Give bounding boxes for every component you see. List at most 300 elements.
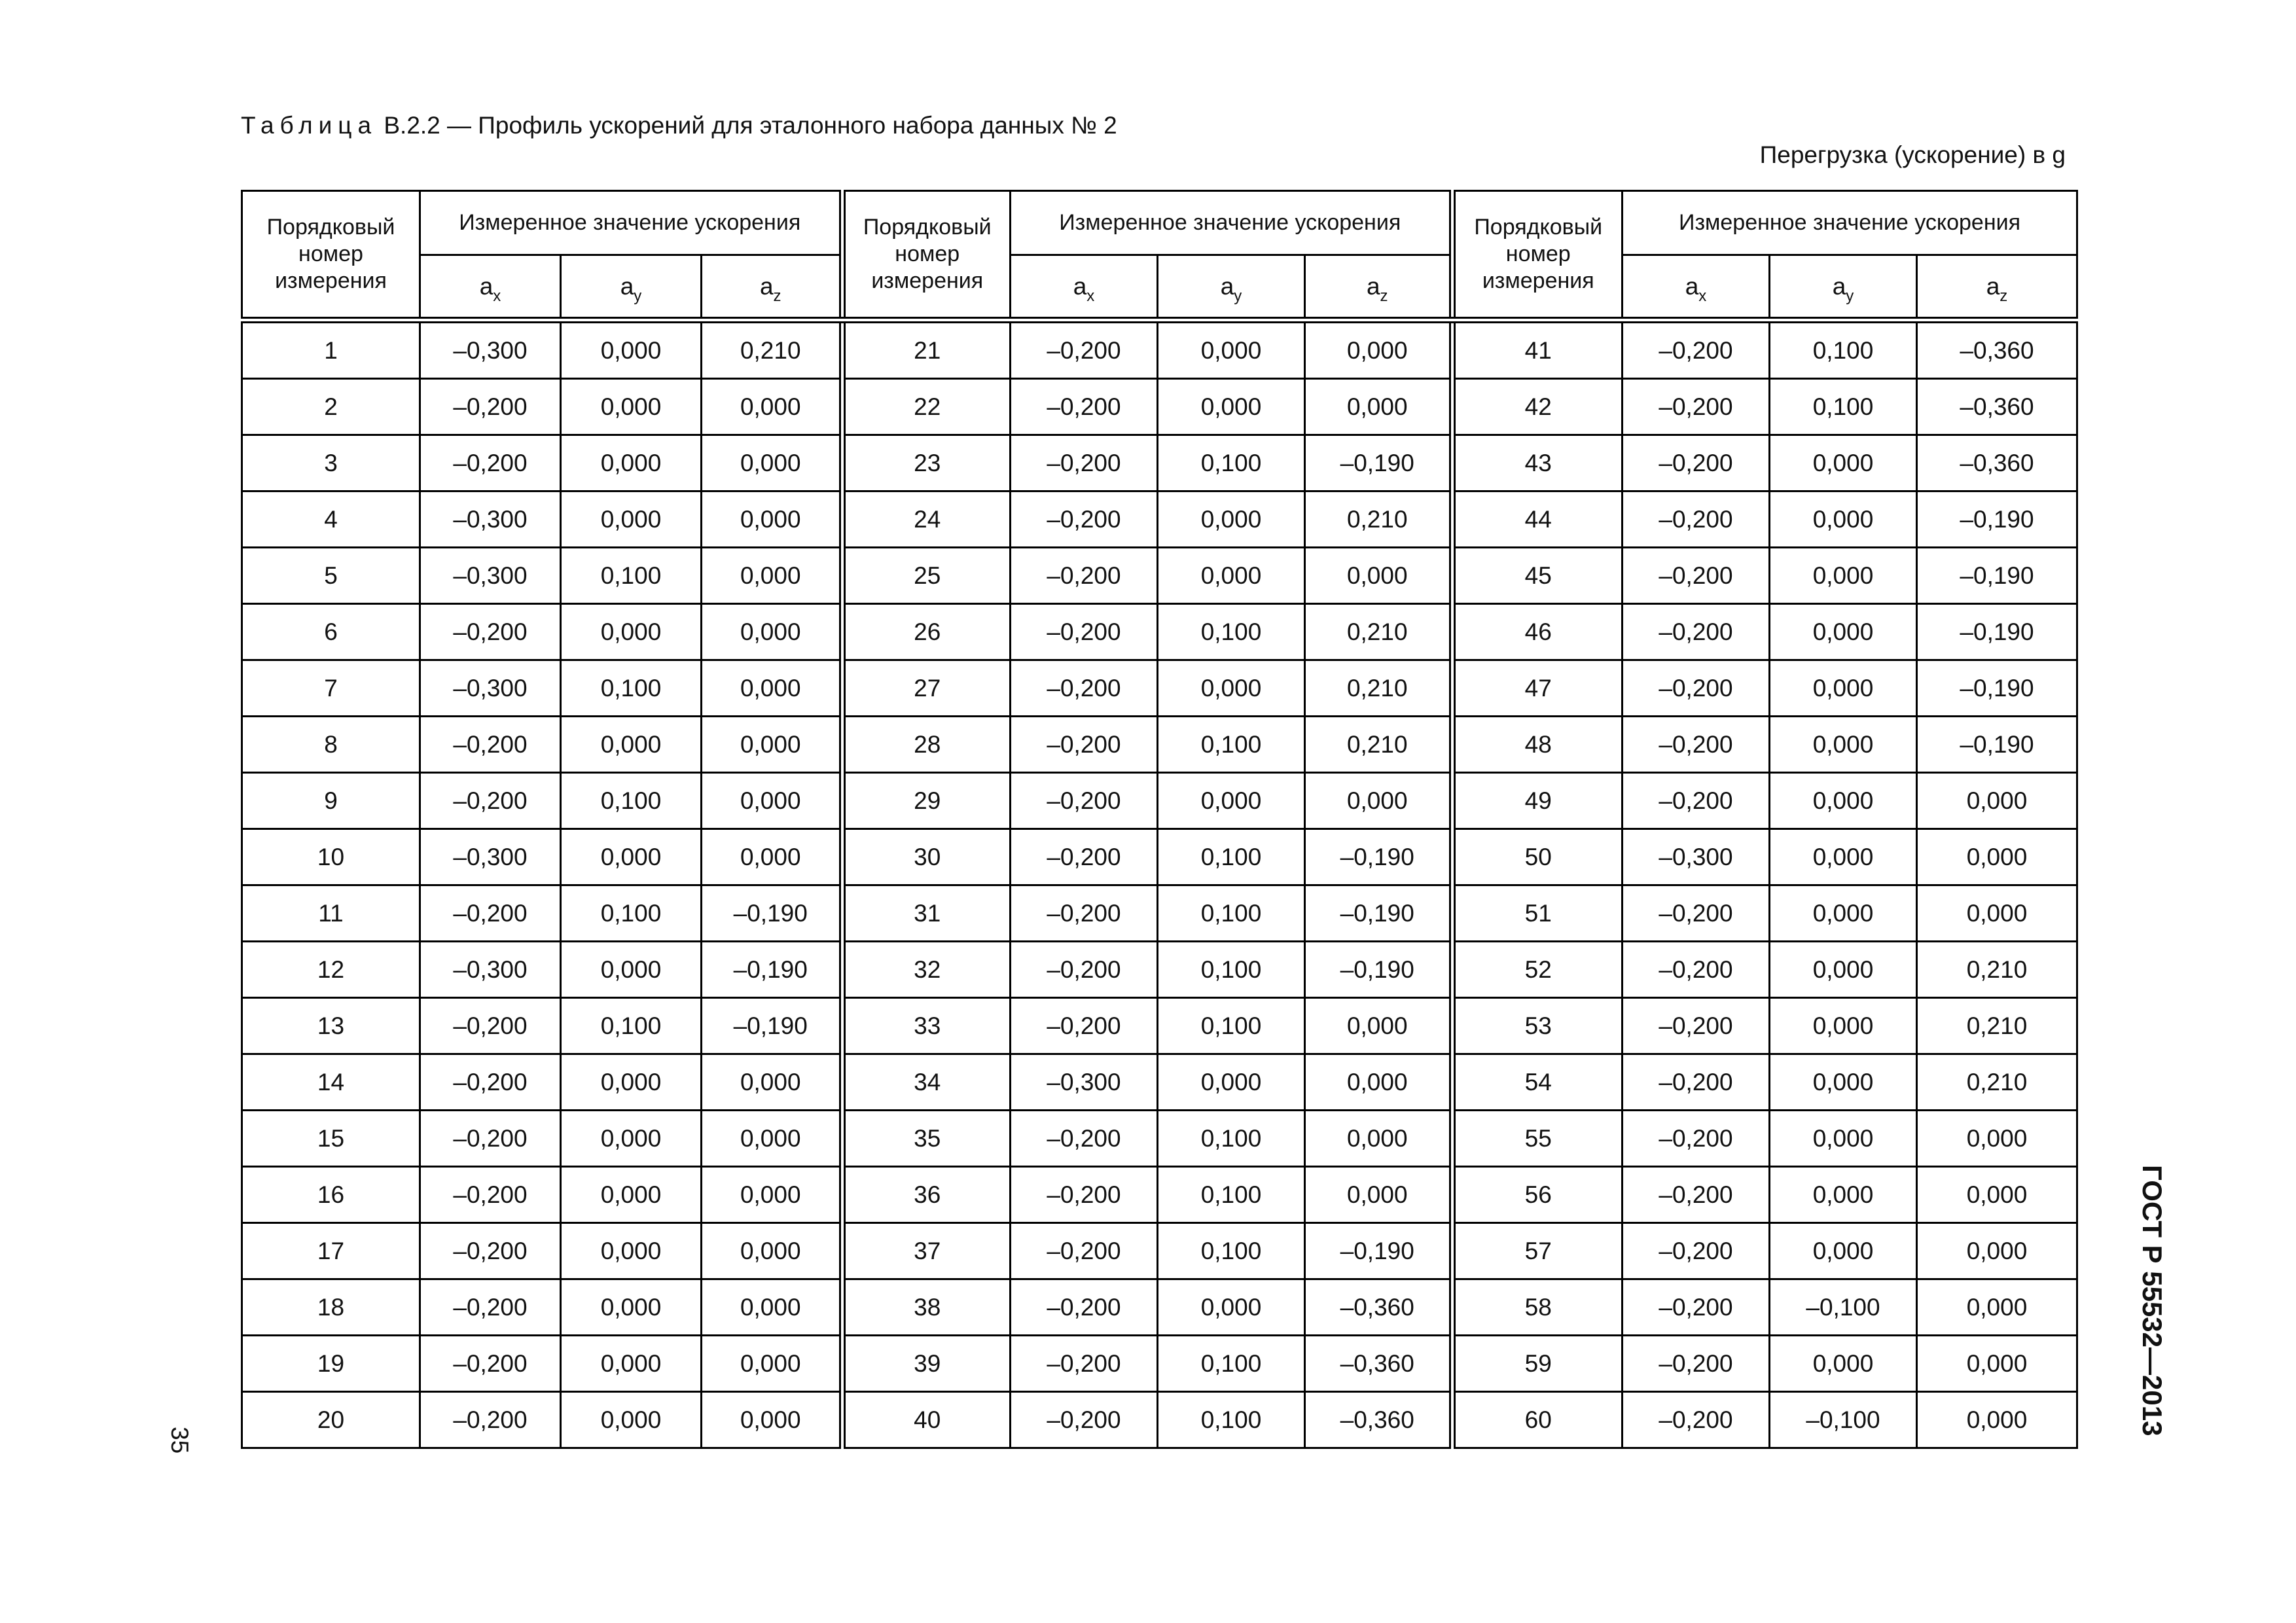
cell-value: 0,000 — [702, 773, 842, 829]
axis-letter: a — [1685, 272, 1699, 300]
axis-subscript: z — [2000, 287, 2008, 305]
table-row — [242, 435, 2077, 491]
cell-value: 0,000 — [1770, 1336, 1917, 1392]
table-row — [242, 660, 2077, 717]
table-row — [242, 604, 2077, 660]
table-caption — [241, 111, 1117, 140]
cell-number: 3 — [242, 435, 420, 491]
axis-letter: a — [620, 272, 634, 300]
cell-number: 60 — [1452, 1392, 1623, 1448]
cell-value: –0,200 — [420, 435, 561, 491]
cell-value: 0,000 — [1770, 998, 1917, 1054]
cell-value: –0,200 — [420, 1054, 561, 1111]
header-axis-ax — [420, 255, 561, 321]
cell-value: –0,100 — [1770, 1392, 1917, 1448]
cell-value: 0,000 — [1770, 491, 1917, 548]
cell-value: 0,100 — [1158, 885, 1305, 942]
cell-number: 1 — [242, 320, 420, 379]
cell-number: 49 — [1452, 773, 1623, 829]
cell-number: 11 — [242, 885, 420, 942]
cell-value: 0,100 — [561, 773, 702, 829]
cell-number: 57 — [1452, 1223, 1623, 1279]
table-row — [242, 773, 2077, 829]
cell-value: –0,300 — [420, 829, 561, 885]
cell-number: 40 — [842, 1392, 1011, 1448]
cell-value: –0,200 — [1011, 1111, 1158, 1167]
cell-value: 0,000 — [1770, 660, 1917, 717]
header-measured-1: Измеренное значение ускорения — [420, 191, 842, 255]
cell-value: –0,200 — [1011, 660, 1158, 717]
cell-number: 12 — [242, 942, 420, 998]
cell-value: 0,210 — [1305, 604, 1452, 660]
cell-value: –0,200 — [1011, 829, 1158, 885]
cell-value: –0,200 — [1623, 717, 1770, 773]
table-row — [242, 1279, 2077, 1336]
cell-value: –0,200 — [420, 1392, 561, 1448]
cell-value: –0,100 — [1770, 1279, 1917, 1336]
cell-value: –0,190 — [702, 998, 842, 1054]
cell-value: –0,200 — [420, 1111, 561, 1167]
table-row — [242, 491, 2077, 548]
cell-number: 46 — [1452, 604, 1623, 660]
axis-letter: a — [1366, 272, 1380, 300]
cell-value: –0,200 — [1011, 773, 1158, 829]
header-axis-ay — [1158, 255, 1305, 321]
cell-value: 0,000 — [702, 435, 842, 491]
axis-letter: a — [1220, 272, 1234, 300]
cell-number: 15 — [242, 1111, 420, 1167]
cell-value: –0,190 — [702, 942, 842, 998]
cell-value: 0,000 — [1917, 885, 2077, 942]
table-row — [242, 379, 2077, 435]
cell-number: 56 — [1452, 1167, 1623, 1223]
cell-value: 0,000 — [561, 435, 702, 491]
cell-value: –0,200 — [1011, 885, 1158, 942]
standard-designation: ГОСТ Р 55532—2013 — [2137, 1165, 2168, 1436]
cell-value: 0,100 — [1158, 829, 1305, 885]
cell-value: 0,100 — [1158, 1167, 1305, 1223]
table-row — [242, 1054, 2077, 1111]
cell-number: 29 — [842, 773, 1011, 829]
cell-number: 7 — [242, 660, 420, 717]
header-axis-ay — [561, 255, 702, 321]
cell-number: 43 — [1452, 435, 1623, 491]
cell-value: –0,190 — [1917, 717, 2077, 773]
cell-value: –0,200 — [420, 998, 561, 1054]
cell-value: –0,200 — [420, 379, 561, 435]
cell-value: 0,000 — [561, 1223, 702, 1279]
cell-value: 0,000 — [561, 717, 702, 773]
cell-value: 0,100 — [561, 660, 702, 717]
cell-value: –0,200 — [1011, 1336, 1158, 1392]
cell-value: 0,000 — [561, 1392, 702, 1448]
cell-value: 0,000 — [1770, 435, 1917, 491]
cell-value: –0,200 — [1011, 604, 1158, 660]
cell-value: 0,100 — [1770, 320, 1917, 379]
cell-value: 0,000 — [1770, 829, 1917, 885]
cell-number: 35 — [842, 1111, 1011, 1167]
cell-number: 27 — [842, 660, 1011, 717]
cell-value: –0,200 — [1623, 1111, 1770, 1167]
cell-value: –0,300 — [420, 548, 561, 604]
cell-value: –0,300 — [420, 320, 561, 379]
cell-value: –0,200 — [420, 1336, 561, 1392]
cell-value: 0,000 — [1305, 1167, 1452, 1223]
cell-value: –0,200 — [1011, 1279, 1158, 1336]
cell-value: 0,000 — [1158, 1054, 1305, 1111]
cell-value: –0,200 — [1623, 1054, 1770, 1111]
axis-subscript: x — [1086, 287, 1095, 305]
cell-value: 0,000 — [1917, 1223, 2077, 1279]
cell-value: 0,000 — [1305, 1054, 1452, 1111]
cell-value: 0,000 — [1770, 942, 1917, 998]
table-row — [242, 998, 2077, 1054]
cell-value: 0,000 — [561, 491, 702, 548]
cell-value: –0,190 — [1305, 1223, 1452, 1279]
cell-value: –0,200 — [1011, 942, 1158, 998]
cell-number: 31 — [842, 885, 1011, 942]
table-row — [242, 829, 2077, 885]
cell-value: –0,190 — [702, 885, 842, 942]
header-number-1: Порядковый номер измерения — [242, 191, 420, 321]
cell-value: 0,000 — [1158, 491, 1305, 548]
cell-number: 42 — [1452, 379, 1623, 435]
cell-number: 5 — [242, 548, 420, 604]
cell-number: 23 — [842, 435, 1011, 491]
cell-number: 14 — [242, 1054, 420, 1111]
cell-value: –0,200 — [1011, 491, 1158, 548]
cell-value: 0,000 — [702, 660, 842, 717]
cell-value: 0,100 — [1158, 604, 1305, 660]
cell-value: 0,000 — [561, 1111, 702, 1167]
cell-value: 0,100 — [561, 548, 702, 604]
cell-value: –0,200 — [1623, 773, 1770, 829]
header-axis-az — [1917, 255, 2077, 321]
page-number: 35 — [166, 1427, 193, 1454]
cell-value: 0,000 — [1305, 548, 1452, 604]
cell-number: 20 — [242, 1392, 420, 1448]
cell-value: 0,000 — [1770, 1111, 1917, 1167]
axis-letter: a — [1986, 272, 2000, 300]
cell-value: 0,000 — [561, 1167, 702, 1223]
cell-number: 22 — [842, 379, 1011, 435]
cell-value: –0,200 — [1011, 379, 1158, 435]
cell-value: 0,000 — [1917, 1111, 2077, 1167]
cell-value: –0,200 — [1623, 1392, 1770, 1448]
cell-value: 0,100 — [1158, 717, 1305, 773]
cell-number: 19 — [242, 1336, 420, 1392]
cell-value: 0,000 — [1917, 829, 2077, 885]
axis-subscript: y — [1846, 287, 1854, 305]
cell-value: 0,100 — [561, 885, 702, 942]
cell-value: 0,100 — [1770, 379, 1917, 435]
cell-value: –0,200 — [420, 1167, 561, 1223]
cell-value: 0,000 — [561, 942, 702, 998]
cell-number: 13 — [242, 998, 420, 1054]
table-row — [242, 1111, 2077, 1167]
header-axis-ay — [1770, 255, 1917, 321]
cell-value: 0,000 — [1158, 320, 1305, 379]
cell-value: –0,360 — [1305, 1392, 1452, 1448]
cell-value: –0,200 — [1011, 1167, 1158, 1223]
cell-value: –0,190 — [1305, 885, 1452, 942]
cell-value: –0,200 — [1623, 604, 1770, 660]
cell-number: 28 — [842, 717, 1011, 773]
caption-prefix: Таблица — [241, 112, 378, 139]
cell-value: 0,210 — [1305, 660, 1452, 717]
cell-value: –0,360 — [1305, 1336, 1452, 1392]
cell-value: 0,000 — [1158, 548, 1305, 604]
cell-number: 30 — [842, 829, 1011, 885]
cell-value: –0,200 — [1011, 998, 1158, 1054]
cell-number: 8 — [242, 717, 420, 773]
cell-value: –0,300 — [1011, 1054, 1158, 1111]
cell-number: 26 — [842, 604, 1011, 660]
cell-value: –0,190 — [1305, 829, 1452, 885]
table-row — [242, 320, 2077, 379]
cell-value: –0,200 — [1623, 435, 1770, 491]
cell-value: 0,000 — [702, 829, 842, 885]
cell-value: –0,200 — [1623, 660, 1770, 717]
cell-value: 0,000 — [1770, 1223, 1917, 1279]
cell-value: 0,100 — [1158, 1392, 1305, 1448]
cell-number: 38 — [842, 1279, 1011, 1336]
cell-number: 21 — [842, 320, 1011, 379]
cell-value: 0,100 — [1158, 1111, 1305, 1167]
table-row — [242, 1223, 2077, 1279]
cell-value: –0,360 — [1917, 379, 2077, 435]
cell-value: –0,200 — [1623, 998, 1770, 1054]
cell-value: 0,000 — [702, 491, 842, 548]
cell-number: 41 — [1452, 320, 1623, 379]
cell-number: 54 — [1452, 1054, 1623, 1111]
cell-number: 37 — [842, 1223, 1011, 1279]
cell-number: 47 — [1452, 660, 1623, 717]
axis-subscript: y — [1234, 287, 1242, 305]
cell-value: 0,000 — [561, 829, 702, 885]
cell-value: 0,000 — [1917, 1336, 2077, 1392]
cell-value: 0,000 — [1305, 998, 1452, 1054]
cell-value: 0,000 — [1770, 773, 1917, 829]
cell-value: 0,100 — [561, 998, 702, 1054]
cell-value: –0,200 — [1623, 491, 1770, 548]
cell-number: 18 — [242, 1279, 420, 1336]
cell-value: –0,200 — [1623, 1336, 1770, 1392]
header-measured-2: Измеренное значение ускорения — [1011, 191, 1452, 255]
cell-value: 0,000 — [1917, 1167, 2077, 1223]
cell-value: 0,000 — [1770, 885, 1917, 942]
cell-value: 0,000 — [1158, 379, 1305, 435]
cell-number: 32 — [842, 942, 1011, 998]
cell-number: 45 — [1452, 548, 1623, 604]
cell-value: –0,190 — [1917, 604, 2077, 660]
cell-value: –0,200 — [1623, 379, 1770, 435]
cell-value: 0,210 — [1305, 491, 1452, 548]
acceleration-table — [241, 190, 2078, 1449]
cell-value: –0,300 — [420, 942, 561, 998]
cell-number: 58 — [1452, 1279, 1623, 1336]
cell-value: –0,200 — [1011, 1392, 1158, 1448]
cell-value: 0,000 — [1770, 1167, 1917, 1223]
table-row — [242, 1336, 2077, 1392]
header-axis-az — [702, 255, 842, 321]
cell-number: 50 — [1452, 829, 1623, 885]
cell-value: –0,200 — [1011, 320, 1158, 379]
axis-subscript: z — [1380, 287, 1388, 305]
cell-value: –0,190 — [1917, 491, 2077, 548]
cell-value: –0,200 — [420, 1279, 561, 1336]
cell-value: 0,000 — [561, 1054, 702, 1111]
cell-value: 0,000 — [702, 604, 842, 660]
cell-value: 0,000 — [702, 1279, 842, 1336]
cell-value: –0,360 — [1305, 1279, 1452, 1336]
cell-value: 0,000 — [561, 320, 702, 379]
table-row — [242, 1167, 2077, 1223]
cell-value: –0,190 — [1305, 435, 1452, 491]
cell-number: 25 — [842, 548, 1011, 604]
cell-value: –0,360 — [1917, 435, 2077, 491]
cell-value: –0,190 — [1917, 548, 2077, 604]
cell-value: –0,200 — [420, 604, 561, 660]
cell-value: 0,000 — [1305, 1111, 1452, 1167]
cell-value: 0,000 — [1158, 773, 1305, 829]
axis-subscript: x — [1698, 287, 1707, 305]
cell-value: 0,000 — [1305, 320, 1452, 379]
header-axis-az — [1305, 255, 1452, 321]
axis-subscript: x — [493, 287, 501, 305]
cell-value: 0,000 — [561, 604, 702, 660]
cell-value: 0,000 — [561, 1279, 702, 1336]
cell-number: 53 — [1452, 998, 1623, 1054]
cell-value: 0,100 — [1158, 998, 1305, 1054]
cell-number: 9 — [242, 773, 420, 829]
cell-value: 0,000 — [1770, 717, 1917, 773]
cell-value: 0,000 — [1917, 1392, 2077, 1448]
cell-value: –0,190 — [1917, 660, 2077, 717]
cell-number: 16 — [242, 1167, 420, 1223]
cell-value: 0,100 — [1158, 942, 1305, 998]
cell-value: –0,200 — [1011, 717, 1158, 773]
cell-value: 0,000 — [1917, 773, 2077, 829]
cell-value: 0,000 — [1158, 660, 1305, 717]
cell-number: 10 — [242, 829, 420, 885]
cell-number: 51 — [1452, 885, 1623, 942]
table-row — [242, 885, 2077, 942]
cell-value: –0,200 — [1623, 1223, 1770, 1279]
cell-number: 52 — [1452, 942, 1623, 998]
cell-number: 34 — [842, 1054, 1011, 1111]
cell-value: 0,210 — [702, 320, 842, 379]
cell-number: 6 — [242, 604, 420, 660]
cell-value: 0,210 — [1917, 942, 2077, 998]
cell-value: –0,360 — [1917, 320, 2077, 379]
cell-value: –0,200 — [420, 773, 561, 829]
cell-value: –0,190 — [1305, 942, 1452, 998]
cell-number: 17 — [242, 1223, 420, 1279]
cell-value: 0,000 — [702, 548, 842, 604]
cell-value: 0,100 — [1158, 1223, 1305, 1279]
cell-value: 0,210 — [1917, 1054, 2077, 1111]
table-row — [242, 942, 2077, 998]
cell-number: 4 — [242, 491, 420, 548]
caption-text: В.2.2 — Профиль ускорений для эталонного набора данных № 2 — [377, 112, 1117, 139]
cell-value: –0,200 — [1623, 548, 1770, 604]
cell-number: 59 — [1452, 1336, 1623, 1392]
cell-value: 0,000 — [702, 1111, 842, 1167]
cell-value: 0,000 — [1770, 604, 1917, 660]
cell-value: 0,000 — [1305, 773, 1452, 829]
cell-value: 0,100 — [1158, 1336, 1305, 1392]
cell-value: 0,000 — [1770, 548, 1917, 604]
cell-value: 0,000 — [702, 379, 842, 435]
cell-value: –0,300 — [1623, 829, 1770, 885]
cell-number: 44 — [1452, 491, 1623, 548]
header-measured-3: Измеренное значение ускорения — [1623, 191, 2077, 255]
unit-note: Перегрузка (ускорение) в g — [1759, 141, 2066, 168]
cell-value: –0,200 — [1011, 1223, 1158, 1279]
cell-value: 0,100 — [1158, 435, 1305, 491]
cell-value: 0,000 — [702, 1223, 842, 1279]
cell-value: 0,000 — [561, 379, 702, 435]
cell-value: 0,210 — [1917, 998, 2077, 1054]
cell-value: –0,200 — [1623, 320, 1770, 379]
cell-value: –0,200 — [1623, 885, 1770, 942]
table-row — [242, 1392, 2077, 1448]
table-row — [242, 548, 2077, 604]
axis-letter: a — [1832, 272, 1846, 300]
cell-value: 0,000 — [702, 1336, 842, 1392]
cell-value: –0,300 — [420, 660, 561, 717]
table-row — [242, 717, 2077, 773]
cell-value: –0,200 — [1011, 435, 1158, 491]
axis-letter: a — [479, 272, 493, 300]
cell-value: 0,000 — [561, 1336, 702, 1392]
cell-value: –0,200 — [1623, 1167, 1770, 1223]
cell-value: 0,000 — [702, 1392, 842, 1448]
axis-letter: a — [1073, 272, 1087, 300]
cell-number: 2 — [242, 379, 420, 435]
cell-value: –0,200 — [1623, 942, 1770, 998]
header-number-3: Порядковый номер измерения — [1452, 191, 1623, 321]
cell-value: 0,210 — [1305, 717, 1452, 773]
cell-value: –0,200 — [420, 885, 561, 942]
cell-value: 0,000 — [702, 1167, 842, 1223]
cell-value: –0,200 — [420, 1223, 561, 1279]
cell-number: 55 — [1452, 1111, 1623, 1167]
cell-value: –0,200 — [1623, 1279, 1770, 1336]
cell-number: 24 — [842, 491, 1011, 548]
cell-number: 33 — [842, 998, 1011, 1054]
header-axis-ax — [1623, 255, 1770, 321]
axis-subscript: z — [773, 287, 781, 305]
cell-value: 0,000 — [1770, 1054, 1917, 1111]
cell-number: 39 — [842, 1336, 1011, 1392]
cell-number: 36 — [842, 1167, 1011, 1223]
cell-value: –0,200 — [1011, 548, 1158, 604]
cell-value: 0,000 — [702, 717, 842, 773]
header-axis-ax — [1011, 255, 1158, 321]
cell-value: 0,000 — [1917, 1279, 2077, 1336]
axis-subscript: y — [634, 287, 642, 305]
cell-value: 0,000 — [1158, 1279, 1305, 1336]
cell-value: 0,000 — [702, 1054, 842, 1111]
header-number-2: Порядковый номер измерения — [842, 191, 1011, 321]
cell-value: 0,000 — [1305, 379, 1452, 435]
cell-value: –0,200 — [420, 717, 561, 773]
cell-value: –0,300 — [420, 491, 561, 548]
cell-number: 48 — [1452, 717, 1623, 773]
axis-letter: a — [759, 272, 774, 300]
